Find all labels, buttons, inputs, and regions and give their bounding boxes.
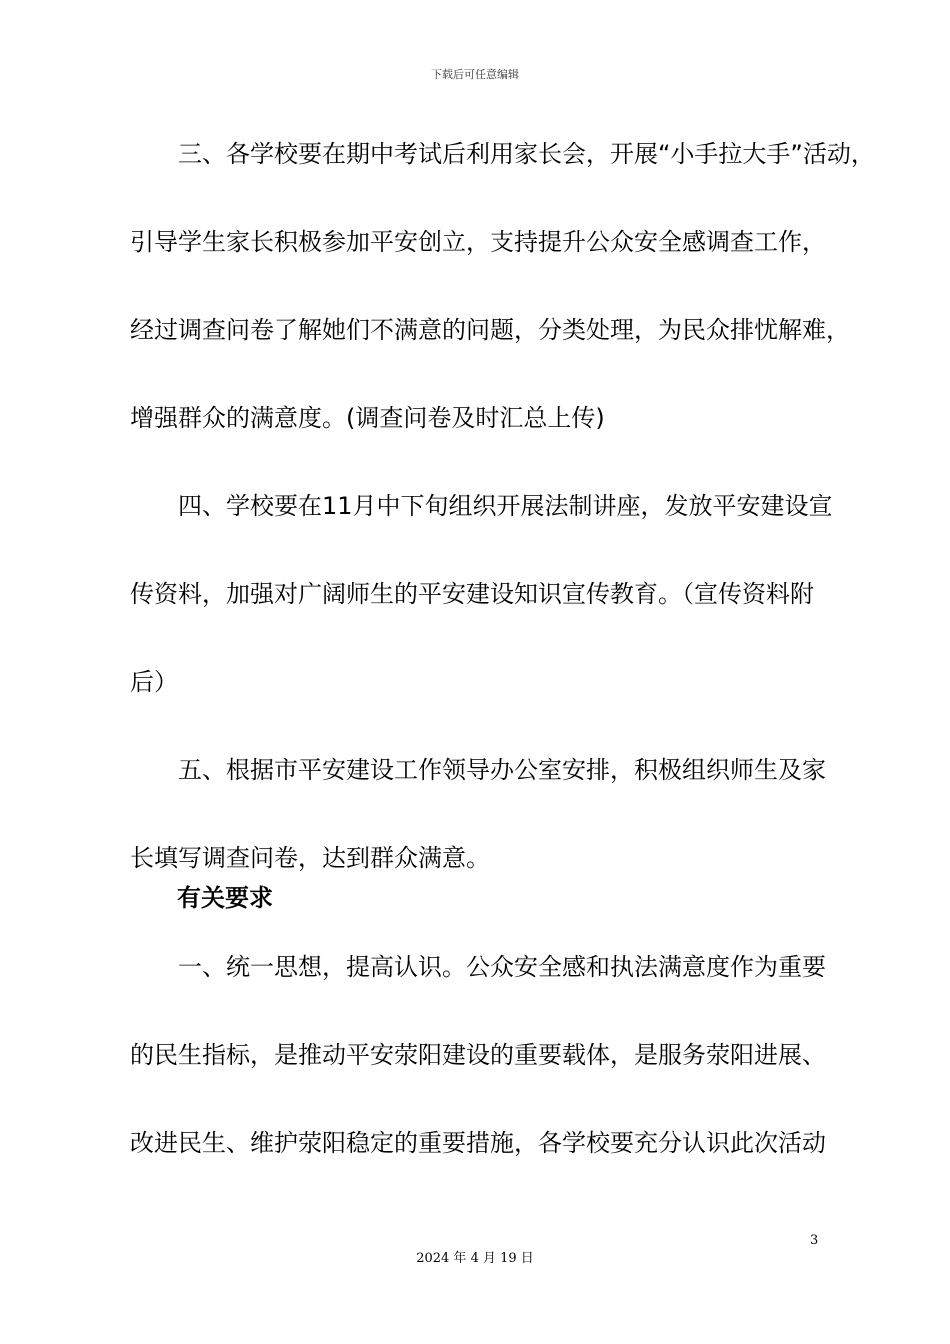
text-line: 四、学校要在11月中下旬组织开展法制讲座，发放平安建设宣 xyxy=(130,492,833,520)
text-line: 的民生指标，是推动平安荥阳建设的重要载体，是服务荥阳进展、 xyxy=(130,1041,826,1069)
header-note: 下载后可任意编辑 xyxy=(431,68,519,81)
text-line: 改进民生、维护荥阳稳定的重要措施，各学校要充分认识此次活动 xyxy=(130,1129,826,1157)
page-number: 3 xyxy=(810,1233,819,1248)
footer-date: 2024 年 4 月 19 日 xyxy=(416,1251,534,1266)
body-text-block xyxy=(130,110,875,902)
section-heading: 有关要求 xyxy=(177,884,273,912)
text-line: 五、根据市平安建设工作领导办公室安排，积极组织师生及家 xyxy=(130,756,826,784)
text-line: 引导学生家长积极参加平安创立，支持提升公众安全感调查工作， xyxy=(130,228,826,256)
body-text-block-2 xyxy=(130,923,830,1187)
text-line: 增强群众的满意度。(调查问卷及时汇总上传) xyxy=(130,404,605,432)
text-line: 一、统一思想，提高认识。公众安全感和执法满意度作为重要 xyxy=(130,953,826,981)
text-line: 传资料，加强对广阔师生的平安建设知识宣传教育。（宣传资料附 xyxy=(130,580,814,608)
text-line: 后） xyxy=(130,668,178,696)
text-line: 三、各学校要在期中考试后利用家长会，开展“小手拉大手”活动， xyxy=(130,140,875,168)
text-line: 长填写调查问卷，达到群众满意。 xyxy=(130,844,490,872)
text-line: 经过调查问卷了解她们不满意的问题，分类处理，为民众排忧解难， xyxy=(130,316,850,344)
